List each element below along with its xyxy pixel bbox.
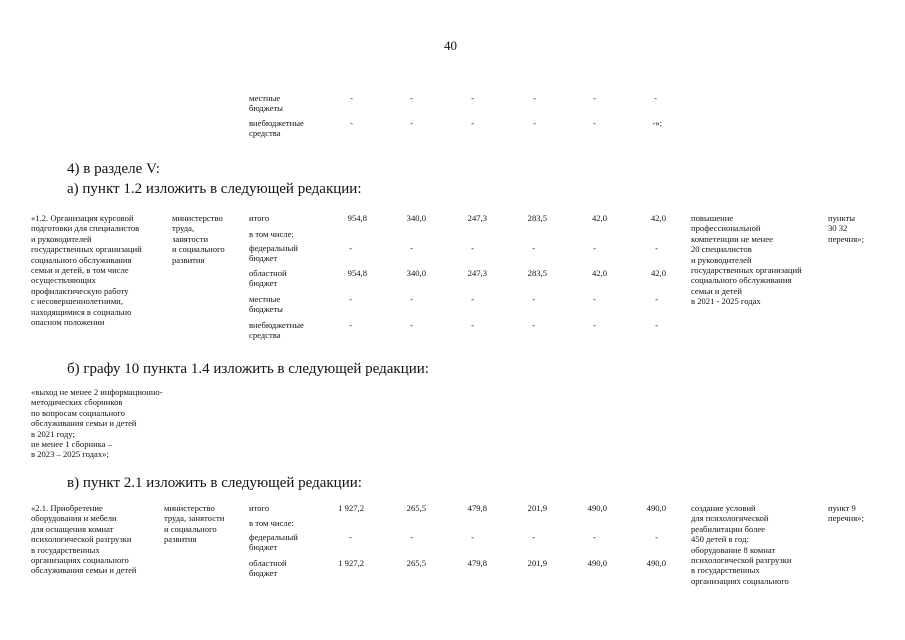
table-cell: - xyxy=(349,532,352,542)
table-cell: 954,8 xyxy=(347,268,367,278)
table-cell: - xyxy=(532,320,535,330)
executor: министерство труда, занятости и социального развития xyxy=(172,213,225,265)
table-cell: - xyxy=(655,294,658,304)
section-heading: 4) в разделе V: xyxy=(67,161,160,177)
table-cell: - xyxy=(471,532,474,542)
table-cell: 283,5 xyxy=(527,268,547,278)
table-cell: 1 927,2 xyxy=(338,558,364,568)
table-cell: - xyxy=(593,118,596,128)
table-cell: 265,5 xyxy=(406,558,426,568)
table-cell: 201,9 xyxy=(527,503,547,513)
table-cell: -»; xyxy=(652,118,662,128)
table-cell: - xyxy=(410,243,413,253)
table-cell: - xyxy=(410,118,413,128)
table-row-label: местные бюджеты xyxy=(249,294,283,315)
table-row-label: областной бюджет xyxy=(249,268,287,289)
table-cell: - xyxy=(471,243,474,253)
table-cell: - xyxy=(593,93,596,103)
table-cell: - xyxy=(532,532,535,542)
expected-result: повышение профессиональной компетенции не менее 20 специалистов и руководителей государственных организаций социального обслуживания семьи и детей в 2021 - 2025 годах xyxy=(691,213,802,307)
page-number: 40 xyxy=(444,38,457,53)
table-cell: - xyxy=(655,243,658,253)
table-row-label: федеральный бюджет xyxy=(249,243,298,264)
table-cell: - xyxy=(350,93,353,103)
table-row-label: итого xyxy=(249,213,270,223)
table-cell: 247,3 xyxy=(467,213,487,223)
table-cell: 340,0 xyxy=(406,213,426,223)
table-cell: 42,0 xyxy=(591,268,607,278)
table-cell: 42,0 xyxy=(650,268,666,278)
executor: министерство труда, занятости и социального развития xyxy=(164,503,225,545)
table-cell: 490,0 xyxy=(646,558,666,568)
indicator-ref: пункты 30 32 перечня»; xyxy=(828,213,864,244)
measure-name: «2.1. Приобретение оборудования и мебели для оснащения комнат психологической разгрузки в государственных организациях социального обслуживания семьи и детей xyxy=(31,503,137,576)
table-cell: - xyxy=(593,243,596,253)
table-cell: 247,3 xyxy=(467,268,487,278)
table-cell: 490,0 xyxy=(587,503,607,513)
table-cell: - xyxy=(471,320,474,330)
table-row-label: внебюджетные средства xyxy=(249,118,304,139)
table-cell: - xyxy=(593,532,596,542)
table-cell: - xyxy=(593,294,596,304)
table-cell: - xyxy=(471,118,474,128)
table-cell: - xyxy=(654,93,657,103)
table-cell: - xyxy=(349,294,352,304)
expected-result: создание условий для психологической реабилитации более 450 детей в год: оборудование 8 комнат психологической разгрузки в государственных организациях социального xyxy=(691,503,792,586)
table-cell: 490,0 xyxy=(587,558,607,568)
table-row-label: в том числе: xyxy=(249,229,294,239)
table-row-label: итого xyxy=(249,503,270,513)
quote-item-1-4: «выход не менее 2 информационно- методических сборников по вопросам социального обслуживания семьи и детей в 2021 году; не менее 1 сборника – в 2023 – 2025 годах»; xyxy=(31,387,163,460)
table-cell: - xyxy=(350,118,353,128)
table-row-label: федеральный бюджет xyxy=(249,532,298,553)
table-cell: 42,0 xyxy=(650,213,666,223)
table-cell: 479,8 xyxy=(467,558,487,568)
table-row-label: внебюджетные средства xyxy=(249,320,304,341)
measure-name: «1.2. Организация курсовой подготовки для специалистов и руководителей государственных организаций социального обслуживания семьи и детей, в том числе осуществляющих профилактическую работу с несовершеннолетними, находящимися в социально опасном положении xyxy=(31,213,142,328)
heading-item-b: б) графу 10 пункта 1.4 изложить в следующей редакции: xyxy=(67,361,429,377)
table-cell: 201,9 xyxy=(527,558,547,568)
table-cell: 42,0 xyxy=(591,213,607,223)
table-cell: - xyxy=(655,320,658,330)
table-cell: - xyxy=(593,320,596,330)
table-cell: - xyxy=(410,93,413,103)
table-cell: 1 927,2 xyxy=(338,503,364,513)
table-cell: - xyxy=(349,243,352,253)
table-cell: - xyxy=(533,93,536,103)
table-cell: - xyxy=(349,320,352,330)
indicator-ref: пункт 9 перечня»; xyxy=(828,503,864,524)
table-cell: 283,5 xyxy=(527,213,547,223)
table-cell: 340,0 xyxy=(406,268,426,278)
heading-item-a: а) пункт 1.2 изложить в следующей редакции: xyxy=(67,181,362,197)
table-cell: - xyxy=(410,294,413,304)
table-cell: 490,0 xyxy=(646,503,666,513)
table-cell: - xyxy=(471,93,474,103)
table-cell: - xyxy=(532,294,535,304)
table-row-label: областной бюджет xyxy=(249,558,287,579)
table-cell: - xyxy=(410,532,413,542)
table-row-label: в том числе: xyxy=(249,518,294,528)
table-row-label: местные бюджеты xyxy=(249,93,283,114)
table-cell: - xyxy=(655,532,658,542)
table-cell: 479,8 xyxy=(467,503,487,513)
table-cell: 954,8 xyxy=(347,213,367,223)
table-cell: - xyxy=(533,118,536,128)
table-cell: 265,5 xyxy=(406,503,426,513)
table-cell: - xyxy=(471,294,474,304)
table-cell: - xyxy=(532,243,535,253)
heading-item-c: в) пункт 2.1 изложить в следующей редакции: xyxy=(67,475,362,491)
table-cell: - xyxy=(410,320,413,330)
